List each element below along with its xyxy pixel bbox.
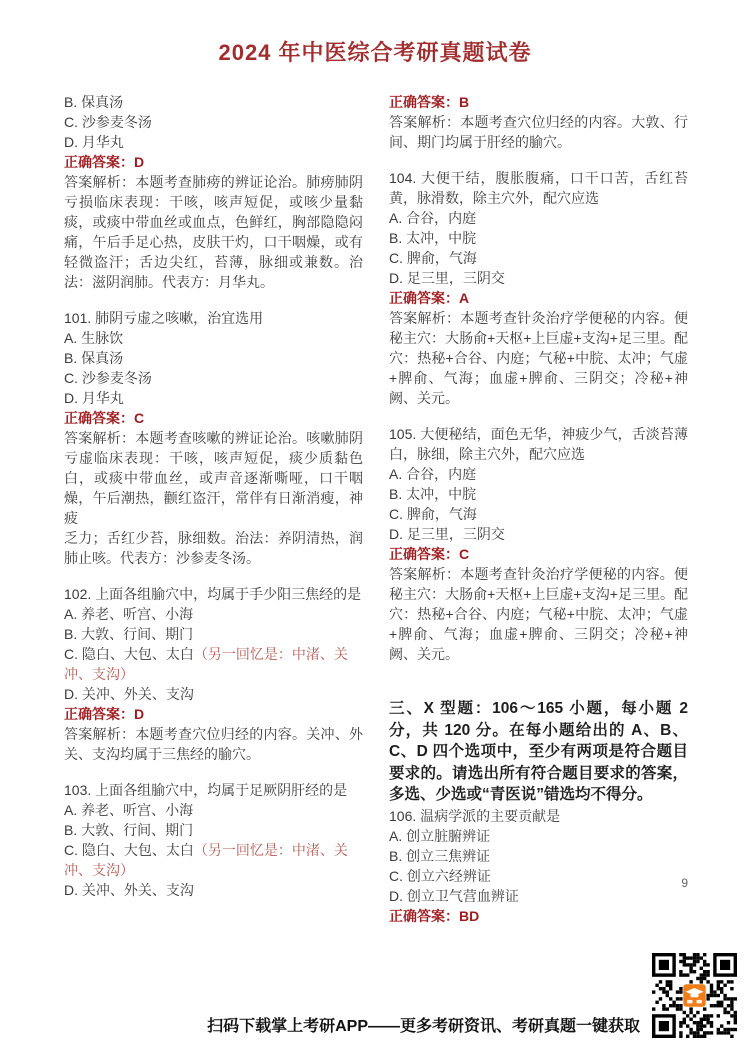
qr-code <box>652 953 737 1038</box>
option-line <box>64 840 363 880</box>
analysis-paragraph: 答案解析：本题考查咳嗽的辨证论治。咳嗽肺阴亏虚临床表现：干咳，咳声短促，痰少质黏色白，或痰中带血丝，或声音逐渐嘶哑，口干咽燥，午后潮热，颧红盗汗，常伴有日渐消瘦，神疲 <box>64 430 363 526</box>
option-line: A. 养老、听宫、小海 <box>64 802 194 818</box>
option-line: D. 月华丸 <box>64 390 124 406</box>
option-line: B. 太冲，中脘 <box>389 230 477 246</box>
option-line: A. 生脉饮 <box>64 330 124 346</box>
question-text: 106. 温病学派的主要贡献是 <box>389 807 561 824</box>
option-line: B. 大敦、行间、期门 <box>64 822 194 838</box>
analysis-paragraph: 答案解析：本题考查穴位归经的内容。关冲、外关、支沟均属于三焦经的腧穴。 <box>64 726 363 762</box>
correct-answer: 正确答案：C <box>64 410 145 426</box>
qr-code-graphic <box>652 953 737 1038</box>
option-line: D. 月华丸 <box>64 134 124 150</box>
analysis-paragraph: 答案解析：本题考查穴位归经的内容。大敦、行间、期门均属于肝经的腧穴。 <box>389 114 688 150</box>
question-text: 103. 上面各组腧穴中，均属于足厥阴肝经的是 <box>64 782 348 798</box>
question-text: 105. 大便秘结，面色无华，神疲少气，舌淡苔薄白，脉细，除主穴外，配穴应选 <box>389 426 688 462</box>
option-line: C. 沙参麦冬汤 <box>64 114 152 130</box>
page-title: 2024 年中医综合考研真题试卷 <box>218 40 532 65</box>
option-line: D. 足三里，三阴交 <box>389 526 505 542</box>
correct-answer: 正确答案：B <box>389 94 470 110</box>
analysis-paragraph: 答案解析：本题考查针灸治疗学便秘的内容。便秘主穴：大肠俞+天枢+上巨虚+支沟+足三里。配穴：热秘+合谷、内庭；气秘+中脘、太冲；气虚+脾俞、气海；血虚+脾俞、三阴交；冷秘+神阙、关元。 <box>389 310 688 406</box>
left-column <box>64 92 363 926</box>
spacer <box>389 408 688 424</box>
option-line: A. 合谷，内庭 <box>389 210 477 226</box>
option-line: B. 保真汤 <box>64 350 124 366</box>
recall-note: （另一回忆是：中渚、关冲、支沟） <box>64 842 348 878</box>
option-line <box>64 644 363 684</box>
option-line: D. 足三里，三阴交 <box>389 270 505 286</box>
correct-answer: 正确答案：A <box>389 290 470 306</box>
spacer <box>64 292 363 308</box>
spacer <box>64 764 363 780</box>
correct-answer: 正确答案：C <box>389 546 470 562</box>
option-line: B. 保真汤 <box>64 94 124 110</box>
question-text: 101. 肺阴亏虚之咳嗽，治宜选用 <box>64 310 264 326</box>
option-text: C. 隐白、大包、太白 <box>64 842 194 858</box>
correct-answer: 正确答案：D <box>64 154 145 170</box>
question-text: 104. 大便干结，腹胀腹痛，口干口苦，舌红苔黄，脉滑数，除主穴外，配穴应选 <box>389 170 688 206</box>
option-text: C. 隐白、大包、太白 <box>64 646 194 662</box>
option-line: C. 创立六经辨证 <box>389 867 491 884</box>
option-line: C. 沙参麦冬汤 <box>64 370 152 386</box>
option-line: C. 脾俞，气海 <box>389 506 477 522</box>
footer-promo-text: 扫码下载掌上考研APP——更多考研资讯、考研真题一键获取 <box>207 1018 640 1035</box>
right-column <box>389 92 688 926</box>
correct-answer: 正确答案：D <box>64 706 145 722</box>
option-line: C. 脾俞，气海 <box>389 250 477 266</box>
option-line: A. 养老、听宫、小海 <box>64 606 194 622</box>
spacer <box>389 664 688 698</box>
option-line: A. 合谷，内庭 <box>389 466 477 482</box>
option-line: B. 太冲，中脘 <box>389 486 477 502</box>
analysis-paragraph: 乏力；舌红少苔，脉细数。治法：养阴清热，润肺止咳。代表方：沙参麦冬汤。 <box>64 530 363 566</box>
option-line: B. 大敦、行间、期门 <box>64 626 194 642</box>
option-line: D. 创立卫气营血辨证 <box>389 887 519 904</box>
option-line: D. 关冲、外关、支沟 <box>64 686 194 702</box>
spacer <box>64 568 363 584</box>
analysis-paragraph: 答案解析：本题考查针灸治疗学便秘的内容。便秘主穴：大肠俞+天枢+上巨虚+支沟+足三里。配穴：热秘+合谷、内庭；气秘+中脘、太冲；气虚+脾俞、气海；血虚+脾俞、三阴交；冷秘+神阙、关元。 <box>389 566 688 662</box>
page-number: 9 <box>681 876 688 890</box>
option-line: A. 创立脏腑辨证 <box>389 827 491 844</box>
correct-answer: 正确答案：BD <box>389 907 480 924</box>
recall-note: （另一回忆是：中渚、关冲、支沟） <box>64 646 348 682</box>
option-line: B. 创立三焦辨证 <box>389 847 491 864</box>
spacer <box>389 152 688 168</box>
analysis-paragraph: 答案解析：本题考查肺痨的辨证论治。肺痨肺阴亏损临床表现：干咳，咳声短促，或咳少量黏痰，或痰中带血丝或血点，色鲜红，胸部隐隐闷痛，午后手足心热，皮肤干灼，口干咽燥，或有轻微盗汗；舌边尖红，苔薄，脉细或兼数。治法：滋阴润肺。代表方：月华丸。 <box>64 174 363 290</box>
option-line: D. 关冲、外关、支沟 <box>64 882 194 898</box>
section-heading: 三、X 型题：106～165 小题，每小题 2 分，共 120 分。在每小题给出的 A、B、C、D 四个选项中，至少有两项是符合题目要求的。请选出所有符合题目要求的答案，多选、少选或“青医说”错选均不得分。 <box>389 700 688 803</box>
question-text: 102. 上面各组腧穴中，均属于手少阳三焦经的是 <box>64 586 362 602</box>
two-column-body <box>64 92 688 926</box>
